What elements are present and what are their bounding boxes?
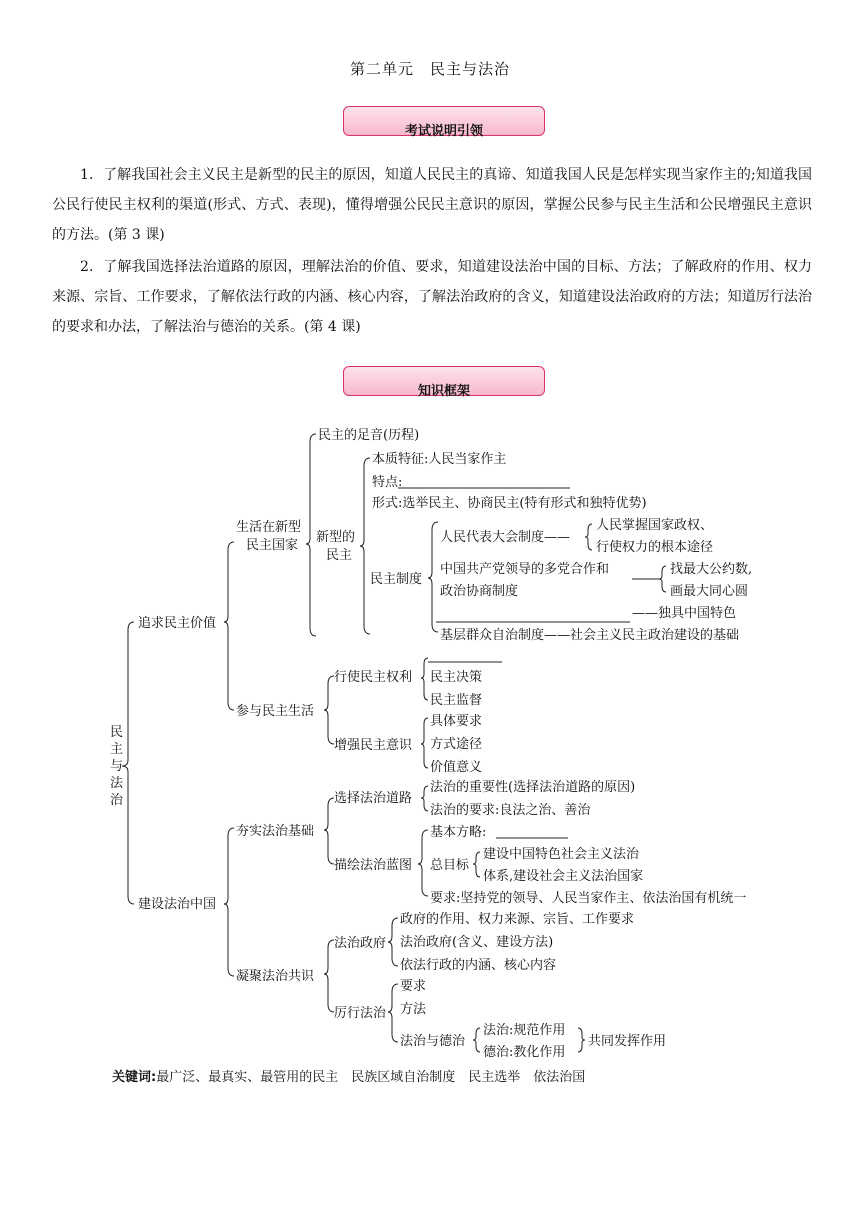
fw-juti: 具体要求: [430, 714, 483, 729]
fw-zhonggong-a: 找最大公约数,: [670, 562, 753, 577]
fw-lx-yaoqiu: 要求: [400, 979, 427, 994]
fw-jiazhi: 价值意义: [430, 760, 483, 775]
fw-dz: 德治:教化作用: [483, 1045, 566, 1060]
fw-renda-b: 行使权力的根本途径: [596, 540, 714, 555]
bracket-zengqiang: [421, 718, 428, 768]
fw-benzhi: 本质特征:人民当家作主: [372, 452, 507, 467]
fw-zuyin: 民主的足音(历程): [318, 428, 420, 443]
fw-shenghuo-1: 生活在新型: [236, 520, 302, 535]
fw-renda-a: 人民掌握国家政权、: [596, 518, 714, 533]
fw-ningju: 凝聚法治共识: [236, 969, 315, 984]
fw-xingshi-quanli: 行使民主权利: [334, 670, 413, 685]
fw-fangshi: 方式途径: [430, 737, 483, 752]
bracket-renda: [585, 524, 592, 550]
section-title-exam: 考试说明引领: [404, 124, 483, 139]
fw-zf-3: 依法行政的内涵、核心内容: [400, 958, 557, 973]
fw-fazhi-zhengfu: 法治政府: [334, 936, 387, 951]
bracket-zhidu: [428, 522, 438, 632]
bracket-ningju: [324, 940, 334, 1012]
bracket-zhengfu: [388, 918, 398, 966]
bracket-lixing: [388, 984, 398, 1042]
bracket-fzdz: [473, 1028, 480, 1052]
bracket-xuanze: [421, 786, 428, 811]
fw-shenghuo-2: 民主国家: [246, 538, 299, 553]
bracket-miaohui: [418, 830, 428, 896]
bracket-zhengxie: [659, 566, 666, 592]
unit-title: 第二单元 民主与法治: [349, 60, 510, 78]
bracket-hangshi: [324, 798, 334, 864]
fw-renda: 人民代表大会制度——: [440, 530, 571, 545]
fw-xuanze: 选择法治道路: [334, 791, 413, 806]
paragraph-2: 2．了解我国选择法治道路的原因，理解法治的价值、要求，知道建设法治中国的目标、方法；了解政府的作用、权力来源、宗旨、工作要求，了解依法行政的内涵、核心内容，了解法治政府的含义，知道建设法治政府的方法；知道厉行法治的要求和办法，了解法治与德治的关系。(第 4 课): [52, 259, 812, 335]
fw-zongmubiao: 总目标: [430, 858, 470, 873]
fw-lixing: 厉行法治: [334, 1006, 387, 1021]
fw-root: 民主与法治: [110, 725, 124, 808]
fw-zengqiang: 增强民主意识: [334, 738, 413, 753]
bracket-xinxing: [360, 458, 370, 634]
section-title-framework: 知识框架: [417, 384, 470, 399]
bracket-zhuiqiu: [224, 542, 234, 710]
bracket-xingshi: [421, 658, 428, 700]
fw-zhidu: 民主制度: [370, 572, 423, 587]
bracket-jianshe: [224, 828, 234, 976]
bracket-shenghuo: [306, 434, 316, 636]
fw-tese: ——独具中国特色: [632, 606, 737, 621]
paragraph-1: 1．了解我国社会主义民主是新型的民主的原因，知道人民民主的真谛、知道我国人民是怎样实现当家作主的;知道我国公民行使民主权利的渠道(形式、方式、表现)，懂得增强公民民主意识的原因，掌握公民参与民主生活和公民增强民主意识的方法。(第 3 课): [52, 167, 812, 243]
bracket-zongmubiao: [473, 852, 480, 877]
fw-zhonggong-2: 政治协商制度: [440, 584, 519, 599]
fw-zhuiqiu: 追求民主价值: [138, 616, 217, 631]
fw-zhonggong-b: 画最大同心圆: [670, 584, 749, 599]
fw-mubiao-2: 体系,建设社会主义法治国家: [483, 869, 644, 884]
keywords-label: 关键词:: [112, 1070, 157, 1085]
fw-xingshi: 形式:选举民主、协商民主(特有形式和独特优势): [372, 496, 647, 511]
fw-jiandu: 民主监督: [430, 693, 483, 708]
fw-xinxing-1: 新型的: [316, 530, 356, 545]
fw-mubiao-1: 建设中国特色社会主义法治: [483, 847, 640, 862]
fw-tedian: 特点:: [372, 475, 403, 490]
fw-yaoqiu-1: 法治的要求:良法之治、善治: [430, 803, 591, 818]
keywords-text: 最广泛、最真实、最管用的民主 民族区域自治制度 民主选举 依法治国: [156, 1070, 586, 1085]
fw-jiceng: 基层群众自治制度——社会主义民主政治建设的基础: [440, 628, 740, 643]
fw-fazhi-dezhi: 法治与德治: [400, 1034, 466, 1049]
fw-zhongyao: 法治的重要性(选择法治道路的原因): [430, 780, 636, 795]
keywords: [112, 1066, 585, 1085]
fw-fanglue: 基本方略:: [430, 825, 487, 840]
fw-miaohui: 描绘法治蓝图: [334, 858, 413, 873]
fw-fz: 法治:规范作用: [483, 1023, 566, 1038]
fw-zhonggong-1: 中国共产党领导的多党合作和: [440, 562, 610, 577]
fw-canyu: 参与民主生活: [236, 704, 315, 719]
bracket-gongtong: [578, 1028, 585, 1052]
fw-zf-2: 法治政府(含义、建设方法): [400, 935, 554, 950]
fw-hangshi: 夯实法治基础: [236, 824, 315, 839]
fw-yaoqiu-2: 要求:坚持党的领导、人民当家作主、依法治国有机统一: [430, 891, 747, 906]
fw-juece: 民主决策: [430, 670, 483, 685]
fw-xinxing-2: 民主: [326, 548, 353, 563]
fw-lx-fangfa: 方法: [400, 1002, 427, 1017]
fw-zf-1: 政府的作用、权力来源、宗旨、工作要求: [400, 912, 635, 927]
fw-gongtong: 共同发挥作用: [588, 1034, 667, 1049]
bracket-canyu: [324, 676, 334, 744]
fw-jianshe: 建设法治中国: [138, 897, 217, 912]
